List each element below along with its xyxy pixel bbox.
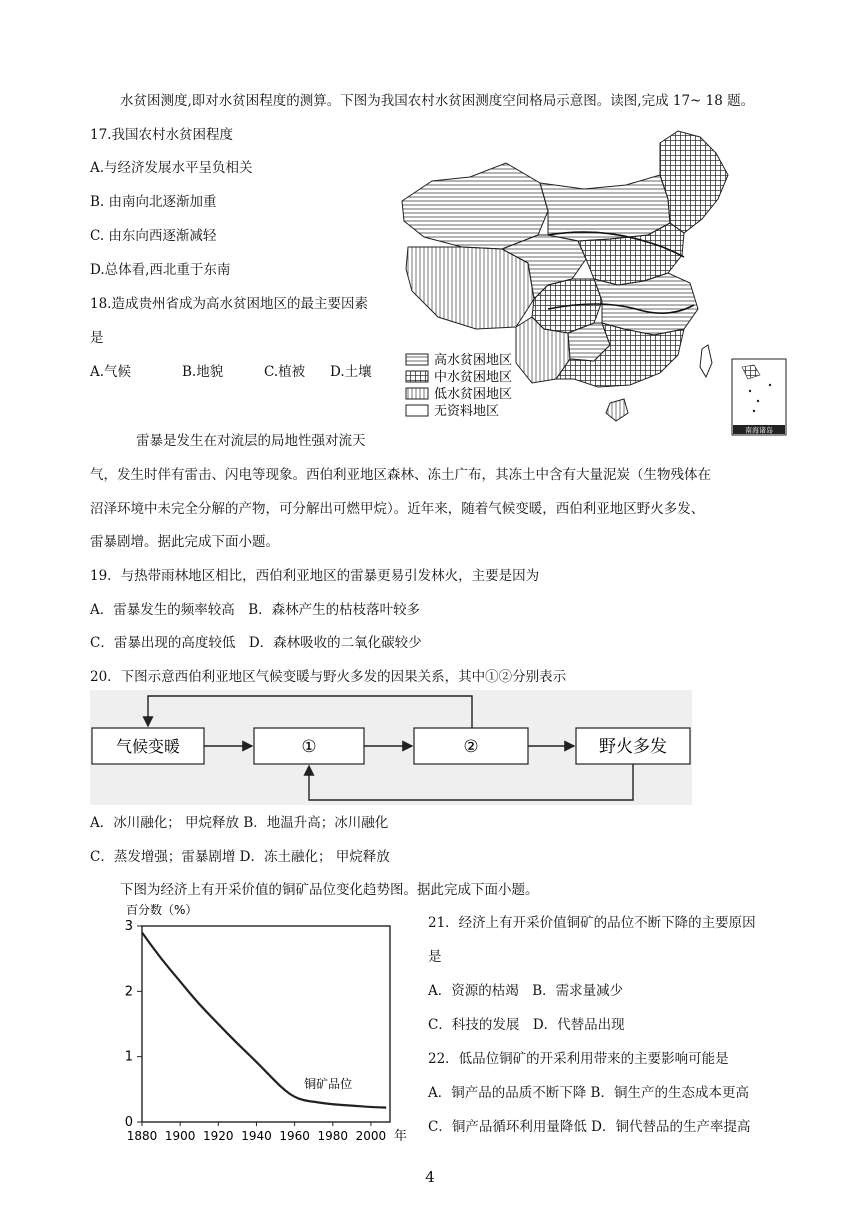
china-water-poverty-map (398, 123, 790, 439)
copper-grade-chart (112, 900, 414, 1148)
inset-island (753, 410, 755, 412)
question-19-options-cd: C．雷暴出现的高度较低 D．森林吸收的二氧化碳较少 (90, 635, 422, 651)
chart-y-tick-label: 1 (124, 1049, 133, 1065)
chart-x-axis-unit: 年 (394, 1129, 408, 1144)
intro-paragraph-thunderstorm-4: 雷暴剧增。据此完成下面小题。 (90, 534, 279, 550)
chart-frame (142, 926, 390, 1122)
question-19-options-ab: A．雷暴发生的频率较高 B．森林产生的枯枝落叶较多 (90, 602, 421, 618)
question-22-options-ab: A．铜产品的品质不断下降 B．铜生产的生态成本更高 (428, 1085, 749, 1101)
chart-x-ticks (127, 1122, 386, 1143)
legend-swatch-no-data (406, 405, 428, 416)
question-20-stem: 20．下图示意西伯利亚地区气候变暖与野火多发的因果关系，其中①②分别表示 (90, 669, 567, 685)
causal-flow-diagram (90, 690, 692, 805)
chart-y-tick-label: 0 (124, 1115, 133, 1130)
question-20-options-ab: A．冰川融化； 甲烷释放 B．地温升高；冰川融化 (90, 815, 389, 831)
chart-x-tick-label: 2000 (355, 1129, 387, 1143)
intro-paragraph-thunderstorm-2: 气，发生时伴有雷击、闪电等现象。西伯利亚地区森林、冻土广布，其冻土中含有大量泥炭（生物残体在 (90, 467, 711, 483)
legend-swatch-high (406, 354, 428, 365)
question-19-stem: 19．与热带雨林地区相比，西伯利亚地区的雷暴更易引发林火，主要是因为 (90, 568, 540, 584)
chart-y-tick-label: 2 (124, 984, 133, 1000)
question-17-option-a: A.与经济发展水平呈负相关 (90, 160, 253, 176)
legend-label-low: 低水贫困地区 (434, 387, 513, 402)
intro-paragraph-thunderstorm-1: 雷暴是发生在对流层的局地性强对流天 (136, 433, 366, 449)
question-18-options (90, 363, 372, 381)
chart-y-tick-label: 3 (124, 919, 133, 934)
chart-y-ticks (125, 919, 142, 1130)
flow-label-wildfire: 野火多发 (599, 737, 667, 757)
page-number: 4 (425, 1168, 435, 1186)
question-20-options-cd: C．蒸发增强；雷暴剧增 D．冻土融化； 甲烷释放 (90, 849, 390, 865)
legend-label-medium: 中水贫困地区 (434, 370, 513, 385)
chart-x-tick-label: 1920 (203, 1129, 234, 1143)
inset-island (757, 400, 759, 402)
chart-x-tick-label: 1980 (317, 1129, 349, 1143)
question-21-options-ab: A．资源的枯竭 B．需求量减少 (428, 983, 624, 999)
inset-island (769, 384, 771, 386)
question-18-stem-cont: 是 (90, 330, 104, 346)
legend-swatch-medium (406, 371, 428, 382)
inset-label: 南海诸岛 (745, 426, 773, 435)
question-21-stem-cont: 是 (428, 949, 442, 965)
flow-label-1: ① (301, 737, 317, 757)
question-18-option-c: C.植被 (264, 364, 306, 380)
question-17-option-d: D.总体看,西北重于东南 (90, 262, 231, 278)
flow-label-2: ② (463, 737, 479, 757)
legend-label-no-data: 无资料地区 (434, 404, 500, 419)
inset-island (749, 390, 751, 392)
chart-x-tick-label: 1900 (164, 1129, 196, 1143)
inset-frame (732, 359, 786, 435)
chart-series-label: 铜矿品位 (304, 1077, 353, 1092)
chart-y-axis-label: 百分数（%） (126, 903, 198, 917)
question-17-stem: 17.我国农村水贫困程度 (90, 127, 233, 143)
question-18-stem: 18.造成贵州省成为高水贫困地区的最主要因素 (90, 296, 368, 312)
question-17-option-b: B. 由南向北逐渐加重 (90, 194, 217, 210)
question-22-options-cd: C．铜产品循环利用量降低 D．铜代替品的生产率提高 (428, 1119, 751, 1135)
question-18-option-a: A.气候 (90, 364, 132, 380)
chart-x-tick-label: 1880 (126, 1129, 158, 1143)
flow-label-climate-warming: 气候变暖 (115, 737, 181, 756)
question-18-option-b: B.地貌 (182, 364, 224, 380)
chart-plot-frame (142, 926, 390, 1122)
question-17-option-c: C. 由东向西逐渐减轻 (90, 228, 217, 244)
chart-x-tick-label: 1940 (241, 1129, 272, 1143)
legend-label-high: 高水贫困地区 (434, 353, 513, 368)
intro-paragraph-thunderstorm-3: 沼泽环境中未完全分解的产物，可分解出可燃甲烷）。近年来，随着气候变暖，西伯利亚地区野火多发、 (90, 501, 705, 517)
south-china-sea-inset (732, 359, 786, 435)
intro-paragraph-water-poverty: 水贫困测度,即对水贫困程度的测算。下图为我国农村水贫困测度空间格局示意图。读图,完成 17~ 18 题。 (120, 93, 755, 109)
question-21-options-cd: C．科技的发展 D．代替品出现 (428, 1017, 625, 1033)
intro-paragraph-copper: 下图为经济上有开采价值的铜矿品位变化趋势图。据此完成下面小题。 (120, 882, 539, 898)
question-18-option-d: D.土壤 (330, 364, 372, 380)
question-22-stem: 22．低品位铜矿的开采利用带来的主要影响可能是 (428, 1051, 729, 1067)
question-21-stem: 21．经济上有开采价值铜矿的品位不断下降的主要原因 (428, 915, 756, 931)
legend-swatch-low (406, 388, 428, 399)
chart-x-tick-label: 1960 (279, 1129, 310, 1143)
